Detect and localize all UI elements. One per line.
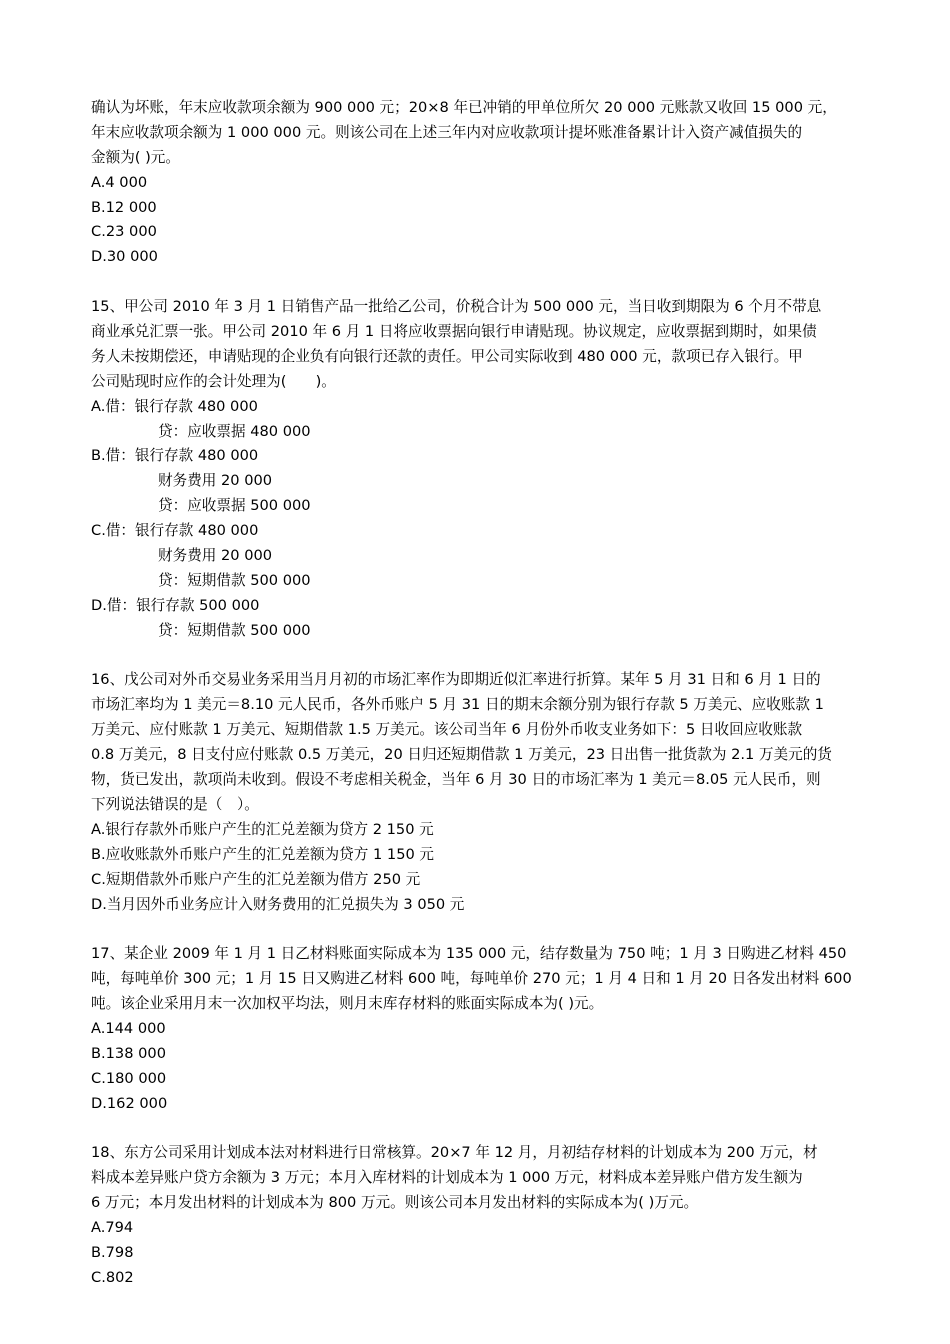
option-c-debit: C.借：银行存款 480 000	[91, 522, 259, 540]
spacer	[91, 917, 907, 942]
option-c: C.802	[91, 1268, 134, 1286]
question-stem-line: 17、某企业 2009 年 1 月 1 日乙材料账面实际成本为 135 000 元，结存数量为 750 吨；1 月 3 日购进乙材料 450	[91, 945, 847, 963]
question-15	[91, 295, 907, 643]
spacer	[91, 1117, 907, 1142]
option-b-credit: 贷：应收票据 500 000	[158, 497, 311, 515]
option-a-credit: 贷：应收票据 480 000	[158, 422, 311, 440]
option-c: C.短期借款外币账户产生的汇兑差额为借方 250 元	[91, 870, 421, 888]
option-c-debit-2: 财务费用 20 000	[158, 547, 273, 565]
option-b: B.798	[91, 1243, 134, 1261]
question-stem-line: 物，货已发出，款项尚未收到。假设不考虑相关税金，当年 6 月 30 日的市场汇率为 1 美元＝8.05 元人民币，则	[91, 771, 821, 789]
option-b: B.138 000	[91, 1044, 166, 1062]
option-c: C.23 000	[91, 223, 157, 241]
question-stem-line: 下列说法错误的是（ ）。	[91, 795, 259, 813]
option-a-debit: A.借：银行存款 480 000	[91, 397, 258, 415]
document-page	[91, 96, 907, 1291]
question-stem-line: 料成本差异账户贷方余额为 3 万元；本月入库材料的计划成本为 1 000 万元，材料成本差异账户借方发生额为	[91, 1169, 803, 1187]
question-stem-line: 万美元、应付账款 1 万美元、短期借款 1.5 万美元。该公司当年 6 月份外币收支业务如下：5 日收回应收账款	[91, 721, 803, 739]
option-b-debit-2: 财务费用 20 000	[158, 472, 273, 490]
option-a: A.794	[91, 1219, 134, 1237]
question-18	[91, 1141, 907, 1290]
question-17	[91, 942, 907, 1116]
option-d-debit: D.借：银行存款 500 000	[91, 596, 260, 614]
option-d: D.当月因外币业务应计入财务费用的汇兑损失为 3 050 元	[91, 895, 465, 913]
question-stem-line: 6 万元；本月发出材料的计划成本为 800 万元。则该公司本月发出材料的实际成本为( )万元。	[91, 1194, 699, 1212]
option-b: B.应收账款外币账户产生的汇兑差额为贷方 1 150 元	[91, 845, 434, 863]
option-c-credit: 贷：短期借款 500 000	[158, 571, 311, 589]
option-d: D.162 000	[91, 1094, 168, 1112]
question-stem-line: 吨，每吨单价 300 元；1 月 15 日又购进乙材料 600 吨，每吨单价 270 元；1 月 4 日和 1 月 20 日各发出材料 600	[91, 970, 852, 988]
question-stem-line: 务人未按期偿还，申请贴现的企业负有向银行还款的责任。甲公司实际收到 480 000 元，款项已存入银行。甲	[91, 347, 803, 365]
spacer	[91, 644, 907, 669]
question-stem-line: 年末应收款项余额为 1 000 000 元。则该公司在上述三年内对应收款项计提坏账准备累计计入资产减值损失的	[91, 123, 803, 141]
option-c: C.180 000	[91, 1069, 167, 1087]
option-d: D.30 000	[91, 248, 158, 266]
question-stem-line: 公司贴现时应作的会计处理为( )。	[91, 372, 336, 390]
option-d-credit: 贷：短期借款 500 000	[158, 621, 311, 639]
question-stem-line: 16、戊公司对外币交易业务采用当月月初的市场汇率作为即期近似汇率进行折算。某年 5 月 31 日和 6 月 1 日的	[91, 671, 821, 689]
question-stem-line: 市场汇率均为 1 美元＝8.10 元人民币，各外币账户 5 月 31 日的期末余额分别为银行存款 5 万美元、应收账款 1	[91, 696, 824, 714]
question-stem-line: 吨。该企业采用月末一次加权平均法，则月末库存材料的账面实际成本为( )元。	[91, 995, 604, 1013]
option-a: A.144 000	[91, 1019, 166, 1037]
question-14	[91, 96, 907, 270]
question-stem-line: 18、东方公司采用计划成本法对材料进行日常核算。20×7 年 12 月，月初结存材料的计划成本为 200 万元，材	[91, 1144, 818, 1162]
question-stem-line: 0.8 万美元，8 日支付应付账款 0.5 万美元，20 日归还短期借款 1 万美元，23 日出售一批货款为 2.1 万美元的货	[91, 746, 832, 764]
spacer	[91, 270, 907, 295]
question-stem-line: 15、甲公司 2010 年 3 月 1 日销售产品一批给乙公司，价税合计为 500 000 元，当日收到期限为 6 个月不带息	[91, 298, 822, 316]
option-a: A.银行存款外币账户产生的汇兑差额为贷方 2 150 元	[91, 820, 434, 838]
option-b: B.12 000	[91, 198, 157, 216]
option-a: A.4 000	[91, 173, 148, 191]
question-stem-line: 金额为( )元。	[91, 148, 180, 166]
question-stem-line: 商业承兑汇票一张。甲公司 2010 年 6 月 1 日将应收票据向银行申请贴现。协议规定，应收票据到期时，如果债	[91, 323, 817, 341]
option-b-debit: B.借：银行存款 480 000	[91, 447, 259, 465]
question-16	[91, 668, 907, 917]
question-stem-line: 确认为坏账，年末应收款项余额为 900 000 元；20×8 年已冲销的甲单位所欠 20 000 元账款又收回 15 000 元，	[91, 99, 837, 116]
